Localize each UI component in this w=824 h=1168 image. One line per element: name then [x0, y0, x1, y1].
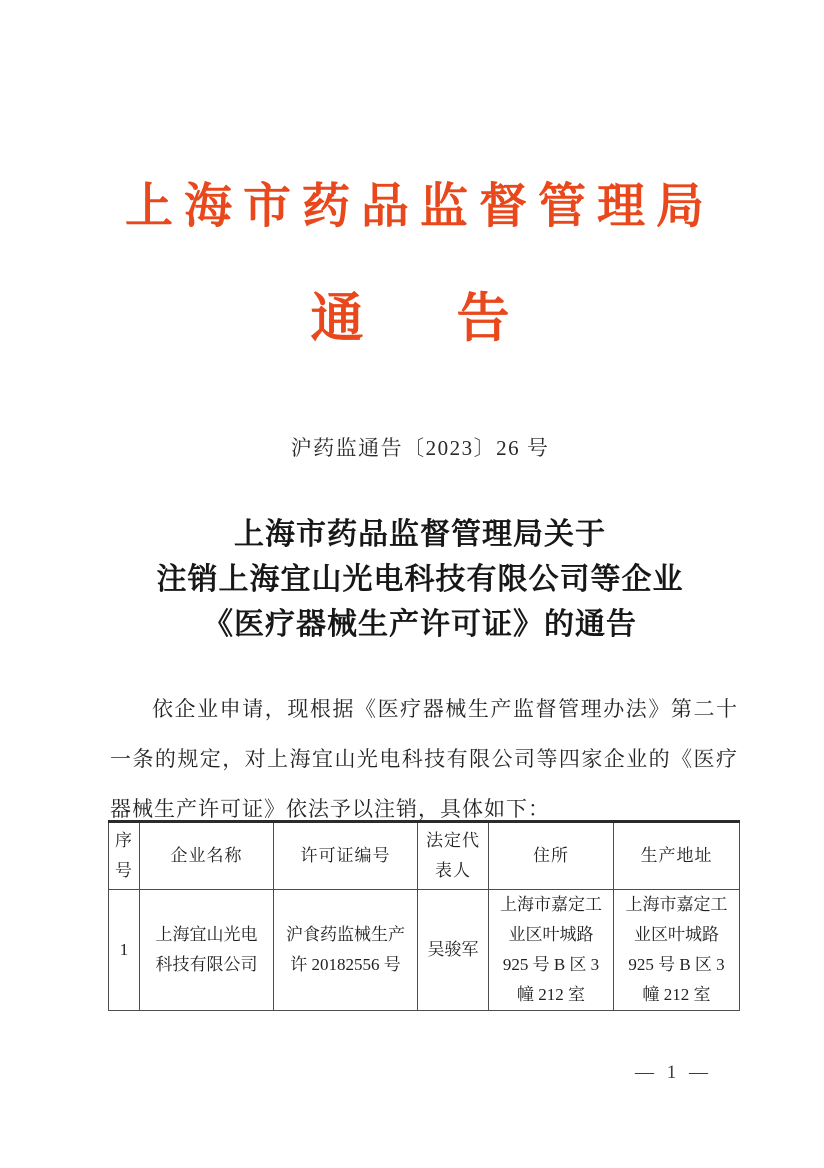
cell-residence: 上海市嘉定工业区叶城路 925 号 B 区 3 幢 212 室: [489, 890, 614, 1011]
revocation-table: [108, 820, 740, 1011]
col-header-license-no: 许可证编号: [274, 822, 418, 890]
document-number: 沪药监通告〔2023〕26 号: [290, 436, 550, 460]
cell-company: 上海宜山光电科技有限公司: [140, 890, 274, 1011]
body-paragraph: 依企业申请，现根据《医疗器械生产监督管理办法》第二十一条的规定，对上海宜山光电科技有限公司等四家企业的《医疗器械生产许可证》依法予以注销，具体如下：: [110, 697, 738, 821]
notice-title: [0, 512, 824, 647]
col-header-production-address: 生产地址: [614, 822, 740, 890]
col-header-legal-rep: 法定代表人: [418, 822, 489, 890]
notice-type-title: 通 告: [310, 290, 530, 348]
cell-legal-rep: 吴骏军: [418, 890, 489, 1011]
cell-seq: 1: [109, 890, 140, 1011]
notice-title-line-1: 上海市药品监督管理局关于: [234, 518, 606, 551]
notice-title-line-3: 《医疗器械生产许可证》的通告: [203, 608, 637, 641]
col-header-seq: 序号: [109, 822, 140, 890]
table-row: [109, 890, 740, 1011]
col-header-residence: 住所: [489, 822, 614, 890]
page-number: — 1 —: [635, 1062, 712, 1083]
table-header-row: [109, 822, 740, 890]
cell-production-address: 上海市嘉定工业区叶城路 925 号 B 区 3 幢 212 室: [614, 890, 740, 1011]
notice-title-line-2: 注销上海宜山光电科技有限公司等企业: [156, 563, 684, 596]
agency-title: 上海市药品监督管理局: [124, 180, 715, 233]
col-header-company: 企业名称: [140, 822, 274, 890]
cell-license-no: 沪食药监械生产许 20182556 号: [274, 890, 418, 1011]
